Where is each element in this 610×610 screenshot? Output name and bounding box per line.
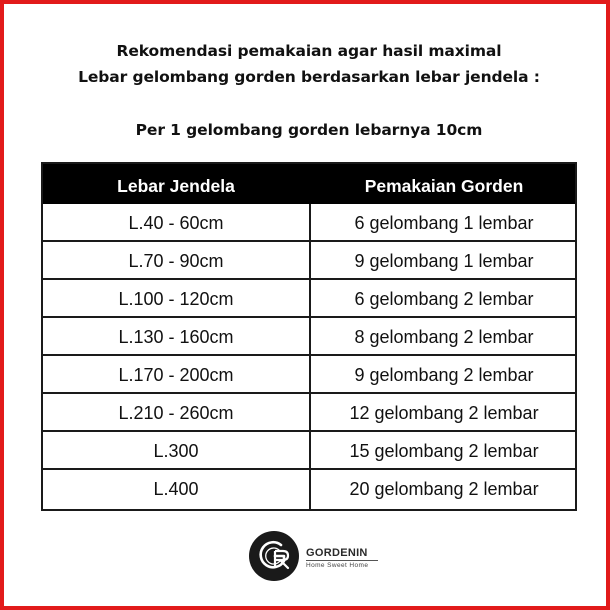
curtain-usage-cell: 6 gelombang 1 lembar — [354, 213, 534, 233]
table-row — [43, 280, 575, 318]
gordenin-logo-icon — [248, 530, 300, 582]
curtain-usage-cell: 12 gelombang 2 lembar — [349, 403, 539, 423]
brand-logo — [248, 530, 378, 582]
window-width-cell: L.70 - 90cm — [128, 251, 224, 271]
window-width-cell: L.400 — [153, 479, 199, 499]
table-row — [43, 242, 575, 280]
brand-name: GORDENIN — [306, 547, 368, 559]
window-width-cell: L.300 — [153, 441, 199, 461]
table-row — [43, 394, 575, 432]
table-header — [43, 164, 575, 204]
heading-wave-width: Per 1 gelombang gorden lebarnya 10cm — [135, 121, 483, 139]
curtain-usage-cell: 15 gelombang 2 lembar — [349, 441, 539, 461]
curtain-usage-cell: 9 gelombang 1 lembar — [354, 251, 534, 271]
column-header-window-width: Lebar Jendela — [117, 176, 235, 196]
curtain-usage-table — [41, 162, 577, 511]
curtain-usage-cell: 6 gelombang 2 lembar — [354, 289, 534, 309]
curtain-usage-cell: 8 gelombang 2 lembar — [354, 327, 534, 347]
table-row — [43, 432, 575, 470]
curtain-usage-cell: 20 gelombang 2 lembar — [349, 479, 539, 499]
curtain-usage-cell: 9 gelombang 2 lembar — [354, 365, 534, 385]
heading-recommendation: Rekomendasi pemakaian agar hasil maximal — [116, 42, 502, 60]
brand-tagline: Home Sweet Home — [306, 562, 369, 569]
heading-width-rule: Lebar gelombang gorden berdasarkan lebar jendela : — [78, 68, 540, 86]
brand-divider — [306, 560, 378, 561]
table-row — [43, 356, 575, 394]
table-row — [43, 318, 575, 356]
window-width-cell: L.170 - 200cm — [118, 365, 234, 385]
window-width-cell: L.130 - 160cm — [118, 327, 234, 347]
table-row — [43, 204, 575, 242]
window-width-cell: L.210 - 260cm — [118, 403, 234, 423]
window-width-cell: L.100 - 120cm — [118, 289, 234, 309]
table-row — [43, 470, 575, 508]
column-header-curtain-usage: Pemakaian Gorden — [364, 176, 524, 196]
window-width-cell: L.40 - 60cm — [128, 213, 224, 233]
